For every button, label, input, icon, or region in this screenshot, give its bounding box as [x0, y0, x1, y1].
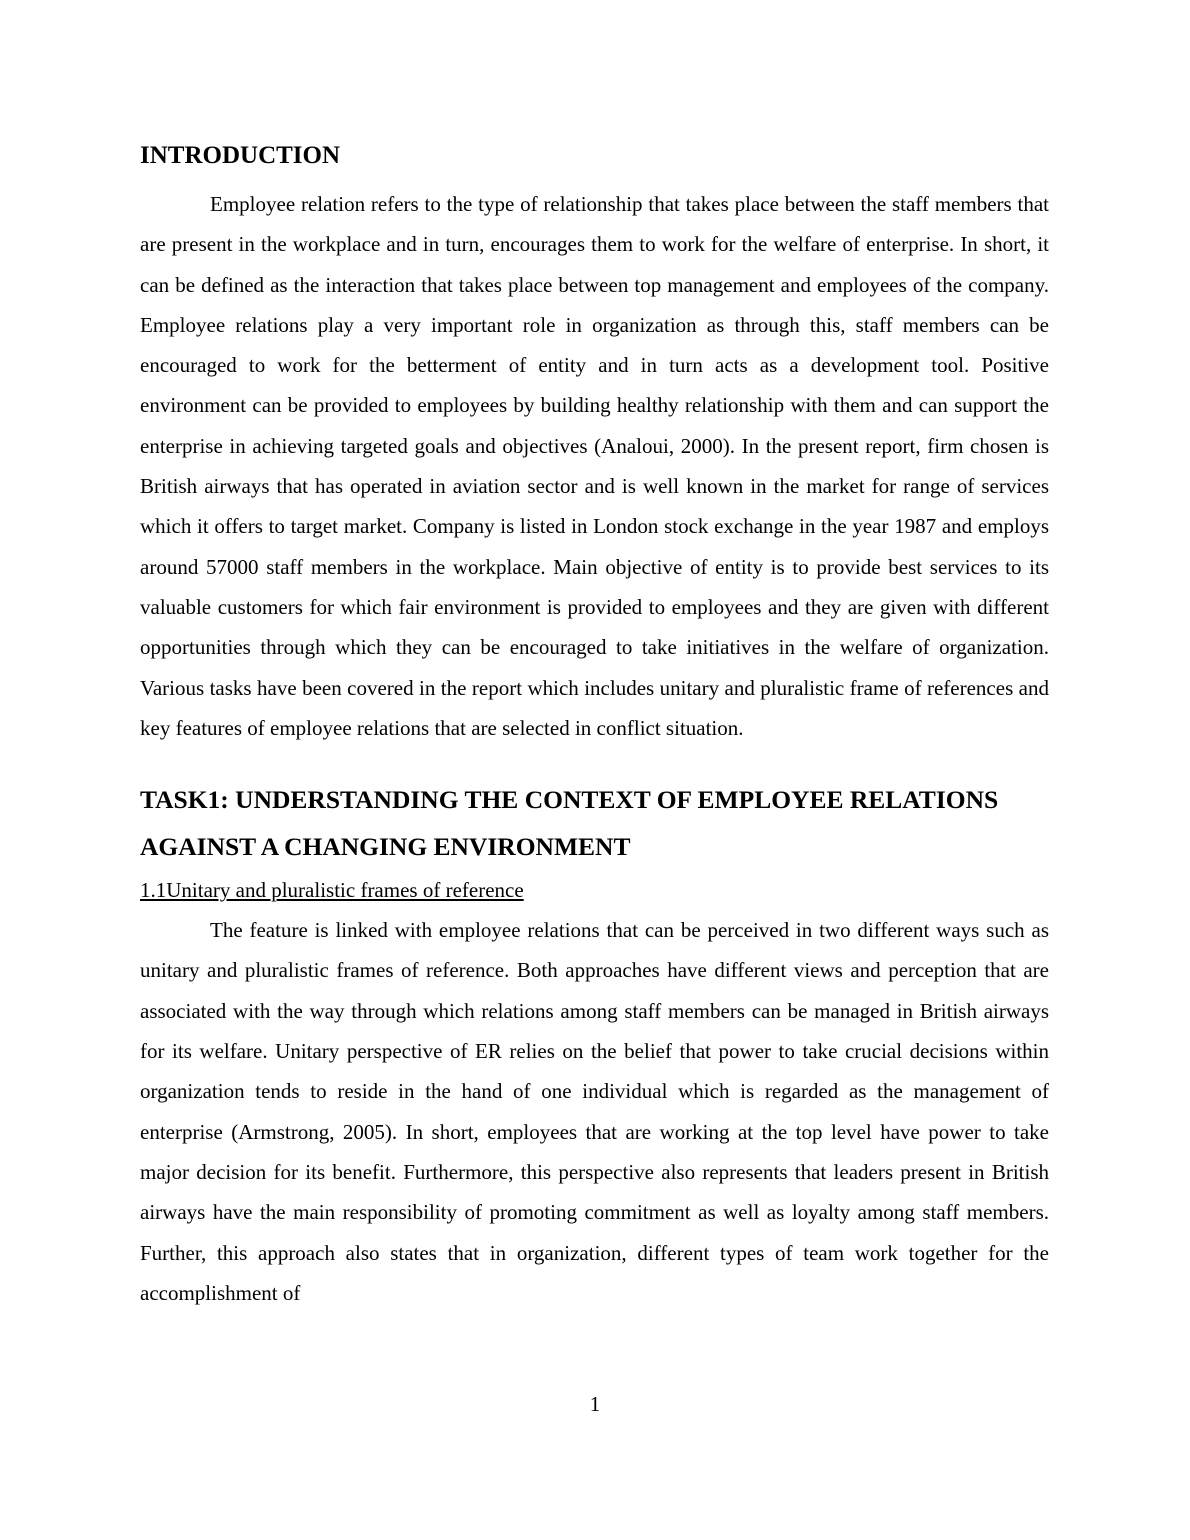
page-number: 1	[589, 1392, 601, 1416]
section-1-1-subheading: 1.1Unitary and pluralistic frames of reference	[140, 878, 524, 903]
introduction-heading: INTRODUCTION	[140, 142, 341, 169]
introduction-paragraph: Employee relation refers to the type of relationship that takes place between the staff members that are present in the workplace and in turn, encourages them to work for the welfare of enterprise. In short, it can be defined as the interaction that takes place between top management and employees of the company. Employee relations play a very important role in organization as through this, staff members can be encouraged to work for the betterment of entity and in turn acts as a development tool. Positive environment can be provided to employees by building healthy relationship with them and can support the enterprise in achieving targeted goals and objectives (Analoui, 2000). In the present report, firm chosen is British airways that has operated in aviation sector and is well known in the market for range of services which it offers to target market. Company is listed in London stock exchange in the year 1987 and employs around 57000 staff members in the workplace. Main objective of entity is to provide best services to its valuable customers for which fair environment is provided to employees and they are given with different opportunities through which they can be encouraged to take initiatives in the welfare of organization. Various tasks have been covered in the report which includes unitary and pluralistic frame of references and key features of employee relations that are selected in conflict situation.	[140, 192, 1049, 740]
task1-heading: TASK1: UNDERSTANDING THE CONTEXT OF EMPLOYEE RELATIONS AGAINST A CHANGING ENVIRONMENT	[140, 785, 999, 862]
page-content	[140, 140, 1049, 1313]
task1-paragraph: The feature is linked with employee relations that can be perceived in two different ways such as unitary and pluralistic frames of reference. Both approaches have different views and perception that are associated with the way through which relations among staff members can be managed in British airways for its welfare. Unitary perspective of ER relies on the belief that power to take crucial decisions within organization tends to reside in the hand of one individual which is regarded as the management of enterprise (Armstrong, 2005). In short, employees that are working at the top level have power to take major decision for its benefit. Furthermore, this perspective also represents that leaders present in British airways have the main responsibility of promoting commitment as well as loyalty among staff members. Further, this approach also states that in organization, different types of team work together for the accomplishment of	[140, 918, 1049, 1305]
